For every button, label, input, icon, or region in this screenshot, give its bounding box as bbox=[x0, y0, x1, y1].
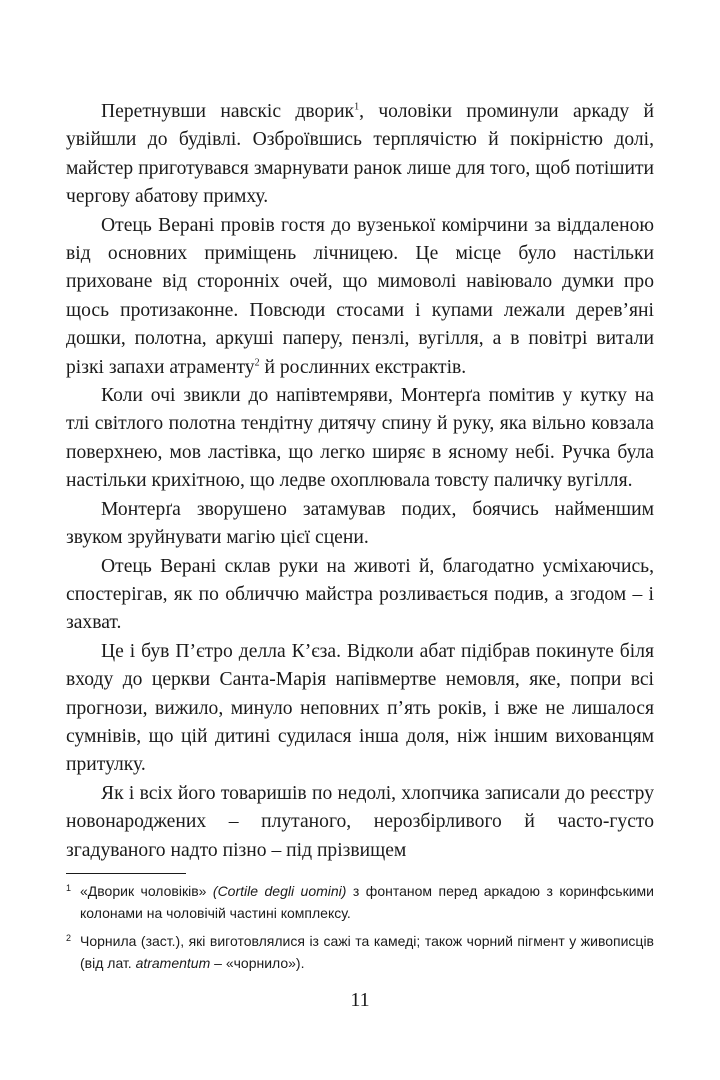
paragraph-4: Монтерґа зворушено затамував подих, боячись найменшим звуком зруйнувати магію цієї сцени. bbox=[66, 498, 654, 549]
footnote-1-text-b: з фонтаном перед аркадою з коринфськими колонами на чоловічій частині комплексу. bbox=[80, 883, 654, 921]
footnote-2-text-a: Чорнила (заст.), які виготовлялися із сажі та камеді; також чорний пігмент у живописців (від лат. bbox=[80, 933, 654, 971]
footnote-ref-2[interactable]: 2 bbox=[254, 357, 260, 369]
paragraph-1 bbox=[66, 98, 654, 212]
paragraph-2-head: Отець Верані провів гостя до вузенької комірчини за віддаленою від основних приміщень лічницею. Це місце було настільки приховане від сторонніх очей, що мимоволі навіювало думки про щось протизаконне. Повсюди стосами і купами лежали дерев’яні дошки, полотна, аркуші паперу, пензлі, вугілля, а в повітрі витали різкі запахи атраменту bbox=[66, 214, 654, 378]
main-text bbox=[66, 98, 654, 865]
footnote-1-mark: 1 bbox=[66, 883, 72, 893]
footnote-2 bbox=[66, 930, 654, 974]
paragraph-2 bbox=[66, 212, 654, 382]
footnotes bbox=[66, 880, 654, 980]
footnote-divider bbox=[66, 873, 186, 874]
paragraph-1-rest: й увійшли до будівлі. Озброївшись терплячістю й покірністю долі, майстер приготувався змарнувати ранок лише для того, щоб потішити чергову абатову примху. bbox=[66, 101, 655, 208]
paragraph-7: Як і всіх його товаришів по недолі, хлопчика записали до реєстру новонароджених – плутаного, нерозбірливого й часто-густо згадуваного надто пізно – під прізвищем bbox=[66, 782, 654, 861]
footnote-1 bbox=[66, 880, 654, 924]
paragraph-1-head: Перетнувши навскіс дворик bbox=[101, 101, 355, 122]
footnote-1-text-a: «Дворик чоловіків» bbox=[80, 883, 213, 899]
footnote-2-italic: atramentum bbox=[135, 955, 211, 971]
paragraph-6: Це і був П’єтро делла К’єза. Відколи абат підібрав покинуте біля входу до церкви Санта-Марія напівмертве немовля, яке, попри всі прогнози, вижило, минуло неповних п’ять років, і вже не лишалося сумнівів, що цій дитині судилася інша доля, ніж іншим вихованцям притулку. bbox=[66, 640, 654, 776]
paragraph-1-tail: , чоловіки проминули аркаду bbox=[359, 101, 630, 122]
paragraph-2-tail: й рослинних екстрактів. bbox=[264, 356, 467, 378]
footnote-ref-1[interactable]: 1 bbox=[354, 101, 360, 113]
page-body bbox=[66, 98, 654, 865]
paragraph-3: Коли очі звикли до напівтемряви, Монтерґа помітив у кутку на тлі світлого полотна тендітну дитячу спину й руку, яка вільно ковзала поверхнею, мов ластівка, що легко ширяє в ясному небі. Ручка була настільки крихітною, що ледве охоплювала товсту паличку вугілля. bbox=[66, 385, 654, 492]
page-number: 11 bbox=[350, 989, 370, 1011]
footnote-2-mark: 2 bbox=[66, 933, 72, 943]
footnote-2-text-b: – «чорнило»). bbox=[210, 955, 305, 971]
paragraph-5: Отець Верані склав руки на животі й, благодатно усміхаючись, спостерігав, як по обличчю майстра розливається подив, а згодом – і захват. bbox=[66, 555, 654, 634]
footnote-1-italic: (Cortile degli uomini) bbox=[212, 883, 347, 899]
